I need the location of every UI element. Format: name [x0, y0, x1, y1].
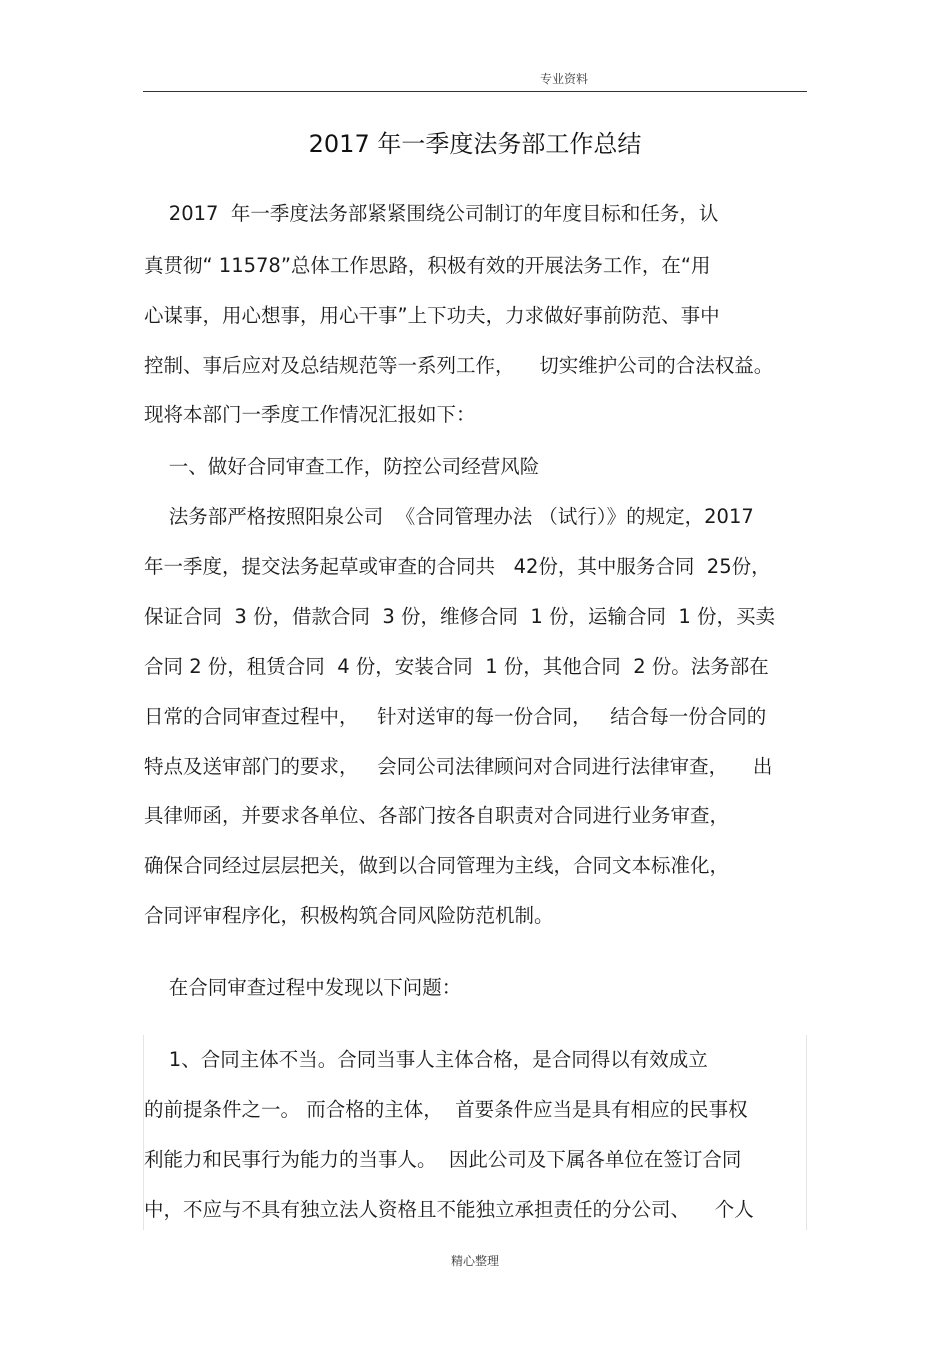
body-line: 具律师函，并要求各单位、各部门按各自职责对合同进行业务审查， — [144, 804, 730, 827]
body-line: 保证合同 3 份，借款合同 3 份，维修合同 1 份，运输合同 1 份，买卖 — [144, 605, 776, 628]
body-line: 确保合同经过层层把关，做到以合同管理为主线，合同文本标准化， — [144, 854, 730, 877]
body-line: 现将本部门一季度工作情况汇报如下： — [144, 403, 476, 426]
body-line: 利能力和民事行为能力的当事人。 因此公司及下属各单位在签订合同 — [144, 1148, 742, 1171]
body-line: 真贯彻“ 11578”总体工作思路，积极有效的开展法务工作，在“用 — [144, 254, 711, 277]
body-line: 2017 年一季度法务部紧紧围绕公司制订的年度目标和任务，认 — [144, 202, 719, 225]
body-line: 合同 2 份，租赁合同 4 份，安装合同 1 份，其他合同 2 份。法务部在 — [144, 655, 769, 678]
body-line: 心谋事，用心想事，用心干事”上下功夫，力求做好事前防范、事中 — [144, 304, 720, 327]
body-line: 法务部严格按照阳泉公司 《合同管理办法 （试行）》的规定，2017 — [144, 505, 754, 528]
body-line: 特点及送审部门的要求， 会同公司法律顾问对合同进行法律审查， 出 — [144, 755, 773, 778]
body-line: 中，不应与不具有独立法人资格且不能独立承担责任的分公司、 个人 — [144, 1198, 754, 1221]
section-heading: 一、做好合同审查工作，防控公司经营风险 — [144, 455, 540, 478]
body-line: 的前提条件之一。 而合格的主体， 首要条件应当是具有相应的民事权 — [144, 1098, 748, 1121]
body-line: 合同评审程序化，积极构筑合同风险防范机制。 — [144, 904, 554, 927]
body-line: 日常的合同审查过程中， 针对送审的每一份合同， 结合每一份合同的 — [144, 705, 767, 728]
block-edge-left — [143, 1035, 144, 1230]
body-line: 1、合同主体不当。合同当事人主体合格，是合同得以有效成立 — [144, 1048, 708, 1071]
body-line: 控制、事后应对及总结规范等一系列工作， 切实维护公司的合法权益。 — [144, 354, 774, 377]
footer-label: 精心整理 — [450, 1254, 499, 1268]
body-line: 年一季度，提交法务起草或审查的合同共 42份，其中服务合同 25份， — [144, 555, 771, 578]
block-edge-right — [806, 1035, 807, 1230]
header-divider — [143, 91, 807, 92]
document-title: 2017 年一季度法务部工作总结 — [308, 130, 642, 158]
body-line: 在合同审查过程中发现以下问题： — [144, 976, 462, 999]
header-label: 专业资料 — [540, 72, 589, 86]
